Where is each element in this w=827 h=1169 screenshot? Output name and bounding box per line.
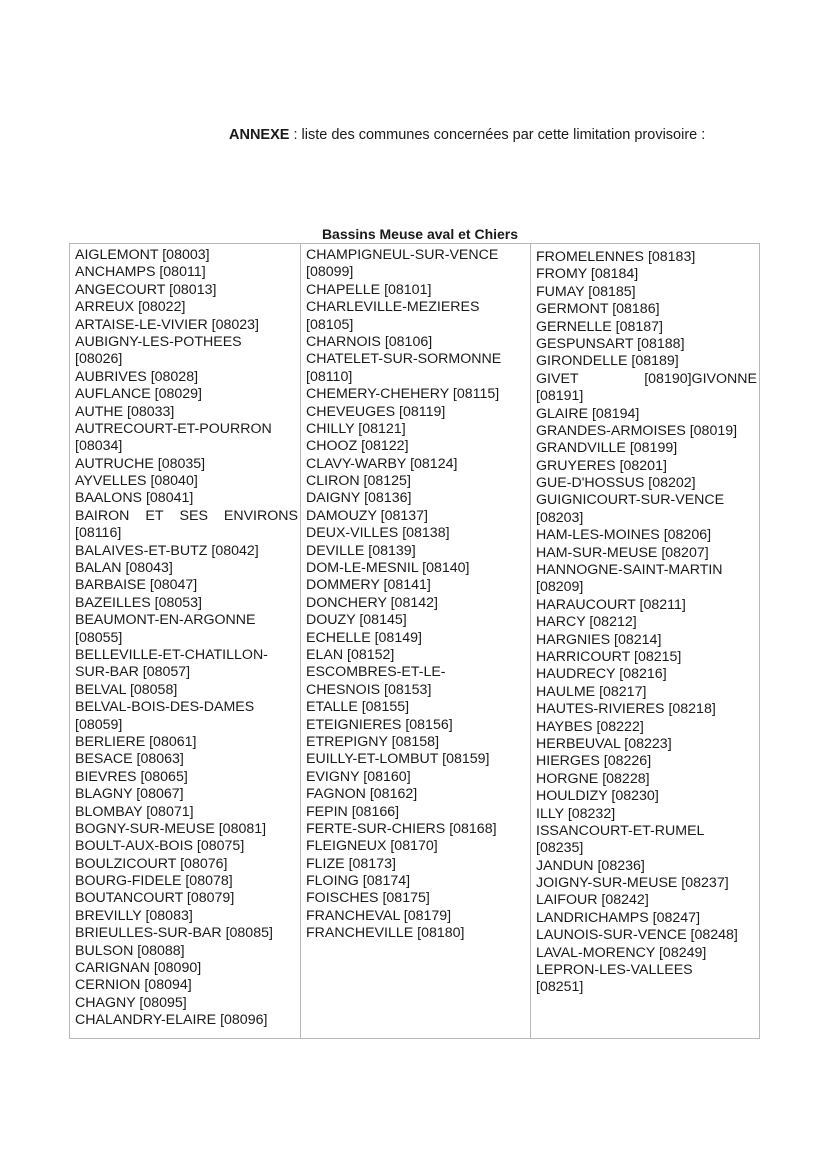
commune-line: ECHELLE [08149] bbox=[306, 629, 422, 646]
commune-line: GIRONDELLE [08189] bbox=[536, 353, 679, 370]
commune-line: ANCHAMPS [08011] bbox=[75, 264, 206, 281]
commune-line: GERMONT [08186] bbox=[536, 301, 660, 318]
commune-line: CHOOZ [08122] bbox=[306, 438, 409, 455]
commune-line: BAIRON ET SES ENVIRONS bbox=[75, 507, 298, 524]
commune-line: ELAN [08152] bbox=[306, 646, 395, 663]
commune-line: ESCOMBRES-ET-LE- bbox=[306, 664, 446, 681]
commune-line: CHATELET-SUR-SORMONNE bbox=[306, 351, 502, 368]
commune-line: ETEIGNIERES [08156] bbox=[306, 716, 453, 733]
commune-line: HARGNIES [08214] bbox=[536, 631, 662, 648]
commune-line: [08209] bbox=[536, 579, 584, 596]
commune-line: DAMOUZY [08137] bbox=[306, 507, 428, 524]
commune-line: BERLIERE [08061] bbox=[75, 733, 197, 750]
commune-line: GERNELLE [08187] bbox=[536, 318, 663, 335]
commune-line: ARTAISE-LE-VIVIER [08023] bbox=[75, 316, 259, 333]
commune-line: JOIGNY-SUR-MEUSE [08237] bbox=[536, 875, 729, 892]
commune-line: FAGNON [08162] bbox=[306, 786, 418, 803]
commune-line: DOMMERY [08141] bbox=[306, 577, 431, 594]
commune-line: CHEVEUGES [08119] bbox=[306, 403, 446, 420]
commune-line: HAYBES [08222] bbox=[536, 718, 644, 735]
commune-line: BALAIVES-ET-BUTZ [08042] bbox=[75, 542, 259, 559]
commune-line: HAM-LES-MOINES [08206] bbox=[536, 527, 712, 544]
commune-line: DOUZY [08145] bbox=[306, 612, 407, 629]
commune-line: CHARNOIS [08106] bbox=[306, 333, 433, 350]
commune-line: [08251] bbox=[536, 979, 584, 996]
commune-line: BARBAISE [08047] bbox=[75, 577, 198, 594]
commune-line: JANDUN [08236] bbox=[536, 857, 645, 874]
commune-line: FROMELENNES [08183] bbox=[536, 249, 696, 265]
commune-line: HARRICOURT [08215] bbox=[536, 648, 682, 665]
commune-line: HAULME [08217] bbox=[536, 683, 647, 700]
commune-line: BULSON [08088] bbox=[75, 942, 185, 959]
commune-line: BOURG-FIDELE [08078] bbox=[75, 873, 233, 890]
commune-line: AUTRECOURT-ET-POURRON bbox=[75, 420, 272, 437]
commune-line: [08203] bbox=[536, 509, 584, 526]
commune-line: LAVAL-MORENCY [08249] bbox=[536, 944, 707, 961]
commune-line: FRANCHEVAL [08179] bbox=[306, 907, 452, 924]
commune-line: CHESNOIS [08153] bbox=[306, 681, 432, 698]
commune-line: CHAMPIGNEUL-SUR-VENCE bbox=[306, 247, 499, 263]
commune-line: HARAUCOURT [08211] bbox=[536, 596, 686, 613]
commune-line: SUR-BAR [08057] bbox=[75, 664, 191, 681]
commune-line: HORGNE [08228] bbox=[536, 770, 650, 787]
commune-line: BOGNY-SUR-MEUSE [08081] bbox=[75, 820, 267, 837]
commune-line: [08055] bbox=[75, 629, 123, 646]
commune-line: DONCHERY [08142] bbox=[306, 594, 438, 611]
annex-text: : liste des communes concernées par cette limitation provisoire : bbox=[289, 127, 706, 143]
commune-line: LEPRON-LES-VALLEES bbox=[536, 962, 693, 979]
table-title: Bassins Meuse aval et Chiers bbox=[321, 226, 519, 242]
commune-line: [08026] bbox=[75, 351, 123, 368]
commune-line: AUTRUCHE [08035] bbox=[75, 455, 206, 472]
commune-line: EVIGNY [08160] bbox=[306, 768, 411, 785]
communes-column-3 bbox=[531, 244, 759, 1038]
commune-line: HOULDIZY [08230] bbox=[536, 788, 659, 805]
commune-line: FLEIGNEUX [08170] bbox=[306, 838, 438, 855]
commune-line: HANNOGNE-SAINT-MARTIN bbox=[536, 562, 723, 579]
commune-line: [08105] bbox=[306, 316, 354, 333]
commune-line: HARCY [08212] bbox=[536, 614, 637, 631]
commune-line: [08110] bbox=[306, 368, 353, 385]
commune-line: FERTE-SUR-CHIERS [08168] bbox=[306, 820, 497, 837]
commune-line: GUE-D'HOSSUS [08202] bbox=[536, 475, 696, 492]
commune-line: AYVELLES [08040] bbox=[75, 473, 198, 490]
commune-line: CERNION [08094] bbox=[75, 977, 192, 994]
commune-line: [08034] bbox=[75, 438, 123, 455]
commune-line: ANGECOURT [08013] bbox=[75, 281, 217, 298]
commune-line: CHEMERY-CHEHERY [08115] bbox=[306, 386, 500, 403]
communes-table bbox=[69, 243, 760, 1039]
commune-line: GIVET [08190]GIVONNE bbox=[536, 370, 757, 387]
communes-column-2 bbox=[301, 244, 531, 1038]
commune-line: LAUNOIS-SUR-VENCE [08248] bbox=[536, 927, 738, 944]
commune-line: FLOING [08174] bbox=[306, 873, 411, 890]
commune-line: DOM-LE-MESNIL [08140] bbox=[306, 560, 470, 577]
commune-line: BOULZICOURT [08076] bbox=[75, 855, 228, 872]
commune-line: CLAVY-WARBY [08124] bbox=[306, 455, 458, 472]
commune-line: HERBEUVAL [08223] bbox=[536, 735, 672, 752]
commune-line: GRANDES-ARMOISES [08019] bbox=[536, 422, 738, 439]
commune-line: GUIGNICOURT-SUR-VENCE bbox=[536, 492, 725, 509]
commune-line: BESACE [08063] bbox=[75, 751, 184, 768]
commune-line: ARREUX [08022] bbox=[75, 299, 186, 316]
commune-line: CLIRON [08125] bbox=[306, 473, 411, 490]
commune-line: AUBRIVES [08028] bbox=[75, 368, 199, 385]
commune-line: HAUTES-RIVIERES [08218] bbox=[536, 701, 716, 718]
commune-line: FRANCHEVILLE [08180] bbox=[306, 925, 465, 942]
commune-line: BOUTANCOURT [08079] bbox=[75, 890, 235, 907]
commune-line: [08116] bbox=[75, 525, 122, 542]
commune-line: BALAN [08043] bbox=[75, 560, 173, 577]
commune-line: GESPUNSART [08188] bbox=[536, 335, 685, 352]
commune-line: BELLEVILLE-ET-CHATILLON- bbox=[75, 646, 268, 663]
commune-line: [08235] bbox=[536, 840, 584, 857]
commune-line: HAM-SUR-MEUSE [08207] bbox=[536, 544, 709, 561]
commune-line: CHILLY [08121] bbox=[306, 420, 406, 437]
commune-line: AUBIGNY-LES-POTHEES bbox=[75, 333, 242, 350]
commune-line: CHARLEVILLE-MEZIERES bbox=[306, 299, 480, 316]
commune-line: ETREPIGNY [08158] bbox=[306, 733, 440, 750]
commune-line: BIEVRES [08065] bbox=[75, 768, 188, 785]
commune-line: BELVAL-BOIS-DES-DAMES bbox=[75, 699, 255, 716]
commune-line: GRUYERES [08201] bbox=[536, 457, 667, 474]
commune-line: CARIGNAN [08090] bbox=[75, 960, 202, 977]
commune-line: BRIEULLES-SUR-BAR [08085] bbox=[75, 925, 273, 942]
commune-line: AUTHE [08033] bbox=[75, 403, 175, 420]
commune-line: ILLY [08232] bbox=[536, 805, 616, 822]
commune-line: BEAUMONT-EN-ARGONNE bbox=[75, 612, 256, 629]
commune-line: DAIGNY [08136] bbox=[306, 490, 412, 507]
commune-line: CHAPELLE [08101] bbox=[306, 281, 432, 298]
commune-line: LANDRICHAMPS [08247] bbox=[536, 909, 701, 926]
commune-line: GRANDVILLE [08199] bbox=[536, 440, 678, 457]
annex-intro bbox=[229, 127, 705, 143]
commune-line: [08099] bbox=[306, 264, 354, 281]
commune-line: BAZEILLES [08053] bbox=[75, 594, 202, 611]
communes-column-1 bbox=[70, 244, 301, 1038]
commune-line: BREVILLY [08083] bbox=[75, 907, 193, 924]
commune-line: [08059] bbox=[75, 716, 123, 733]
commune-line: AIGLEMONT [08003] bbox=[75, 247, 210, 263]
commune-line: FEPIN [08166] bbox=[306, 803, 400, 820]
commune-line: DEVILLE [08139] bbox=[306, 542, 416, 559]
commune-line: CHALANDRY-ELAIRE [08096] bbox=[75, 1012, 268, 1029]
commune-line: FOISCHES [08175] bbox=[306, 890, 430, 907]
commune-line: BELVAL [08058] bbox=[75, 681, 178, 698]
commune-line: LAIFOUR [08242] bbox=[536, 892, 649, 909]
commune-line: FROMY [08184] bbox=[536, 266, 639, 283]
commune-line: BOULT-AUX-BOIS [08075] bbox=[75, 838, 245, 855]
commune-line: ISSANCOURT-ET-RUMEL bbox=[536, 822, 705, 839]
commune-line: BLAGNY [08067] bbox=[75, 786, 184, 803]
commune-line: EUILLY-ET-LOMBUT [08159] bbox=[306, 751, 490, 768]
commune-line: FLIZE [08173] bbox=[306, 855, 396, 872]
commune-line: FUMAY [08185] bbox=[536, 283, 636, 300]
commune-line: DEUX-VILLES [08138] bbox=[306, 525, 450, 542]
commune-line: HAUDRECY [08216] bbox=[536, 666, 667, 683]
annex-label: ANNEXE bbox=[229, 127, 290, 143]
commune-line: BAALONS [08041] bbox=[75, 490, 194, 507]
commune-line: CHAGNY [08095] bbox=[75, 994, 187, 1011]
commune-line: HIERGES [08226] bbox=[536, 753, 652, 770]
commune-line: AUFLANCE [08029] bbox=[75, 386, 202, 403]
commune-line: ETALLE [08155] bbox=[306, 699, 410, 716]
commune-line: [08191] bbox=[536, 388, 584, 405]
commune-line: BLOMBAY [08071] bbox=[75, 803, 194, 820]
commune-line: GLAIRE [08194] bbox=[536, 405, 640, 422]
